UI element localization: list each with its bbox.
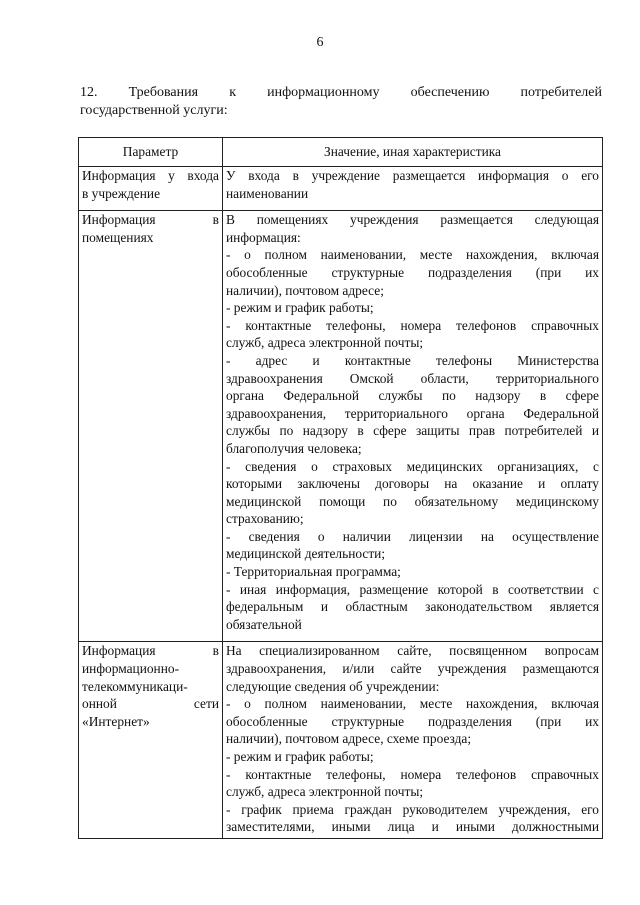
- parameter-cell: [79, 211, 223, 642]
- parameter-line: информационно-: [82, 661, 180, 677]
- value-line: На специализированном сайте, посвященном вопросам: [226, 643, 599, 659]
- value-line: служб, адреса электронной почты;: [226, 335, 424, 351]
- table-row: [79, 642, 603, 839]
- value-line: - режим и график работы;: [226, 749, 374, 764]
- parameter-line: онной сети: [82, 696, 219, 712]
- value-line: - о полном наименовании, месте нахождения, включая: [226, 696, 599, 712]
- value-line: наличии), почтовом адресе;: [226, 282, 384, 298]
- row-spacer: [226, 633, 599, 641]
- value-line: информация:: [226, 229, 301, 245]
- value-line: наличии), почтовом адресе, схеме проезда;: [226, 731, 472, 747]
- table-row: [79, 211, 603, 642]
- value-line: федеральным и областным законодательством является: [226, 599, 599, 615]
- parameter-line: «Интернет»: [82, 713, 150, 729]
- value-line: наименовании: [226, 185, 309, 201]
- parameter-line: телекоммуникаци-: [82, 678, 188, 694]
- value-line: - сведения о страховых медицинских организациях, с: [226, 458, 599, 474]
- parameter-cell: [79, 642, 223, 839]
- value-line: страхованию;: [226, 511, 304, 527]
- table-header-row: [79, 138, 603, 167]
- value-line: службы по надзору в сфере защиты прав потребителей и: [226, 423, 599, 439]
- value-line: обязательной: [226, 616, 302, 632]
- parameter-line: Информация у входа: [82, 168, 219, 183]
- parameter-cell: [79, 167, 223, 211]
- page-number: 6: [316, 35, 324, 50]
- value-cell: [223, 167, 603, 211]
- value-line: - режим и график работы;: [226, 300, 374, 316]
- value-line: заместителями, иными лица и иными должностными: [226, 819, 599, 835]
- value-cell: [223, 642, 603, 839]
- value-line: - Территориальная программа;: [226, 564, 401, 580]
- value-line: В помещениях учреждения размещается следующая: [226, 212, 599, 228]
- value-line: - иная информация, размещение которой в соответствии с: [226, 581, 599, 597]
- row-spacer: [226, 202, 599, 210]
- value-cell: [223, 211, 603, 642]
- value-line: У входа в учреждение размещается информация о его: [226, 168, 599, 183]
- value-line: обособленные структурные подразделения (при их: [226, 713, 599, 729]
- value-line: - график приема граждан руководителем учреждения, его: [226, 801, 599, 817]
- section-heading-line-1: 12. Требования к информационному обеспечению потребителей: [80, 85, 602, 100]
- value-line: органа Федеральной службы по надзору в сфере: [226, 388, 599, 404]
- section-heading: [80, 84, 602, 120]
- section-heading-line-2: государственной услуги:: [80, 103, 228, 118]
- value-line: - адрес и контактные телефоны Министерства: [226, 352, 599, 368]
- value-line: медицинской помощи по обязательному медицинскому: [226, 493, 599, 509]
- requirements-table: [78, 137, 603, 839]
- value-line: благополучия человека;: [226, 440, 362, 456]
- value-line: следующие сведения об учреждении:: [226, 678, 440, 694]
- header-parameter: Параметр: [79, 138, 223, 167]
- value-line: здравоохранения Омской области, территориального: [226, 370, 599, 386]
- value-line: медицинской деятельности;: [226, 546, 386, 562]
- value-line: которыми заключены договоры на оказание и оплату: [226, 476, 599, 492]
- value-line: обособленные структурные подразделения (при их: [226, 264, 599, 280]
- value-line: служб, адреса электронной почты;: [226, 784, 424, 800]
- header-value: Значение, иная характеристика: [223, 138, 603, 167]
- parameter-line: Информация в: [82, 643, 219, 659]
- value-line: здравоохранения, территориального органа Федеральной: [226, 405, 599, 421]
- value-line: - о полном наименовании, месте нахождения, включая: [226, 247, 599, 263]
- table-row: [79, 167, 603, 211]
- parameter-line: в учреждение: [82, 185, 161, 201]
- value-line: - сведения о наличии лицензии на осуществление: [226, 528, 599, 544]
- parameter-line: Информация в: [82, 212, 219, 228]
- value-line: - контактные телефоны, номера телефонов справочных: [226, 317, 599, 333]
- parameter-line: помещениях: [82, 229, 154, 245]
- value-line: - контактные телефоны, номера телефонов справочных: [226, 766, 599, 782]
- value-line: здравоохранения, и/или сайте учреждения размещаются: [226, 661, 599, 677]
